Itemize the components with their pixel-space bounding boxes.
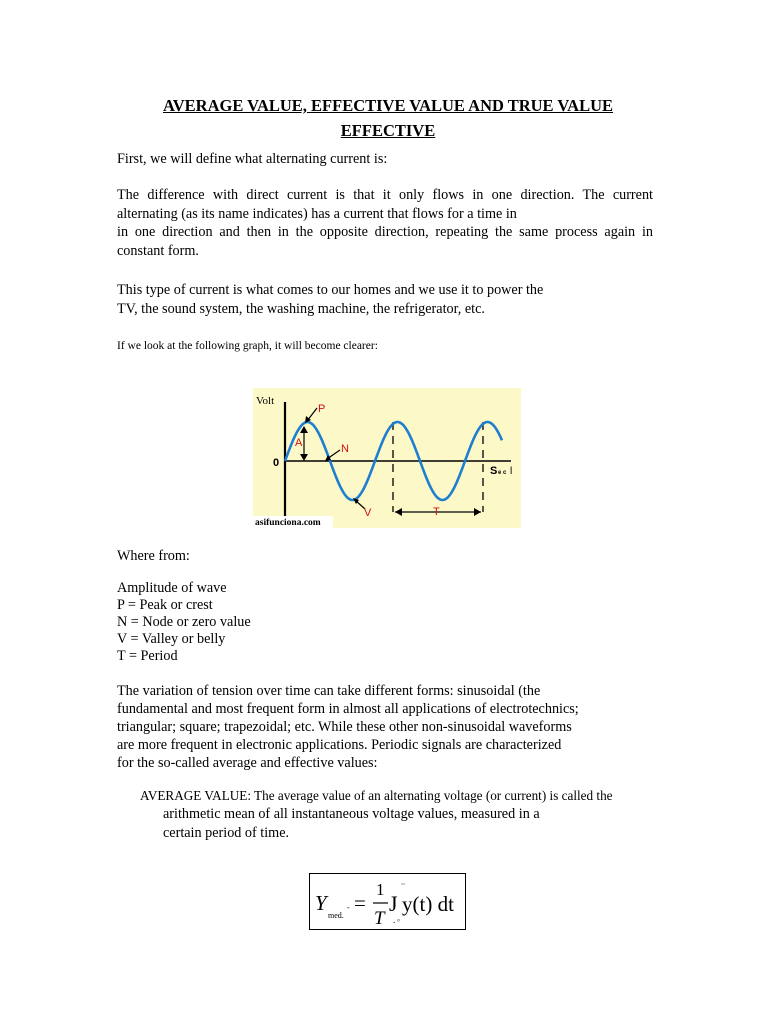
period-label: T (433, 506, 440, 518)
variation-paragraph (117, 682, 653, 772)
formula-upper-limit: "" (401, 884, 406, 889)
peak-label: P (318, 403, 326, 415)
graph-intro-text: If we look at the following graph, it will become clearer: (117, 340, 378, 352)
amplitude-label: A (295, 437, 303, 449)
title-line-2: EFFECTIVE (340, 121, 436, 140)
variation-line: The variation of tension over time can take different forms: sinusoidal (the (117, 683, 541, 699)
average-value-line: certain period of time. (163, 825, 290, 841)
formula-lhs: Y (315, 891, 327, 915)
homes-line: TV, the sound system, the washing machine, the refrigerator, etc. (117, 300, 485, 317)
legend-list (117, 580, 653, 665)
legend-item: T = Period (117, 648, 178, 664)
formula-numerator: 1 (376, 880, 385, 899)
average-value-line: arithmetic mean of all instantaneous voltage values, measured in a (163, 806, 540, 822)
sine-wave-svg (253, 388, 521, 528)
average-value-bullet (140, 786, 670, 843)
formula-lower-limit: - ° (393, 918, 400, 926)
figure-credit: asifunciona.com (255, 518, 321, 528)
figure-background (253, 388, 521, 528)
formula-lhs-subscript: med. (328, 911, 344, 920)
legend-heading (117, 547, 653, 566)
title-line-1: AVERAGE VALUE, EFFECTIVE VALUE AND TRUE VALUE (162, 96, 614, 115)
formula-denominator: T (374, 908, 385, 929)
zero-label: 0 (273, 457, 280, 469)
axis-x-sub-label: e c (498, 470, 507, 476)
variation-line: triangular; square; trapezoidal; etc. While these other non-sinusoidal waveforms (117, 719, 572, 735)
intro-text: First, we will define what alternating current is: (117, 151, 388, 167)
legend-item: P = Peak or crest (117, 597, 213, 613)
average-value-first-line (140, 786, 670, 805)
formula-equals: = (354, 891, 366, 915)
variation-line: fundamental and most frequent form in almost all applications of electrotechnics; (117, 701, 579, 717)
formula-lhs-mark: - (347, 903, 350, 912)
sine-wave-figure (253, 388, 521, 528)
homes-paragraph (117, 281, 653, 318)
axis-y-label: Volt (256, 395, 275, 407)
difference-line: in one direction and then in the opposite direction, repeating the same process again in (117, 224, 653, 240)
difference-paragraph (117, 186, 653, 260)
difference-line: alternating (as its name indicates) has a current that flows for a time in (117, 205, 517, 222)
page-title (118, 93, 658, 143)
formula-integral: J (389, 891, 398, 916)
legend-heading-text: Where from: (117, 548, 190, 564)
legend-item: Amplitude of wave (117, 580, 227, 596)
variation-line: are more frequent in electronic applications. Periodic signals are characterized (117, 737, 562, 753)
intro-paragraph (117, 150, 653, 169)
average-value-formula (309, 873, 466, 930)
legend-item: V = Valley or belly (117, 631, 226, 647)
axis-x-label: S (490, 465, 498, 477)
formula-svg (310, 874, 465, 929)
axis-x-tail-label: l (510, 466, 513, 477)
average-value-definition: AVERAGE VALUE: The average value of an alternating voltage (or current) is called the (140, 788, 613, 803)
difference-line: constant form. (117, 242, 199, 259)
formula-integrand: y(t) dt (402, 892, 454, 916)
difference-line: The difference with direct current is that it only flows in one direction. The current (117, 187, 653, 203)
variation-line: for the so-called average and effective values: (117, 755, 378, 771)
legend-item: N = Node or zero value (117, 614, 251, 630)
node-label: N (341, 443, 349, 455)
graph-intro-paragraph (117, 337, 653, 356)
valley-label: V (364, 507, 372, 519)
homes-line: This type of current is what comes to our homes and we use it to power the (117, 282, 544, 298)
